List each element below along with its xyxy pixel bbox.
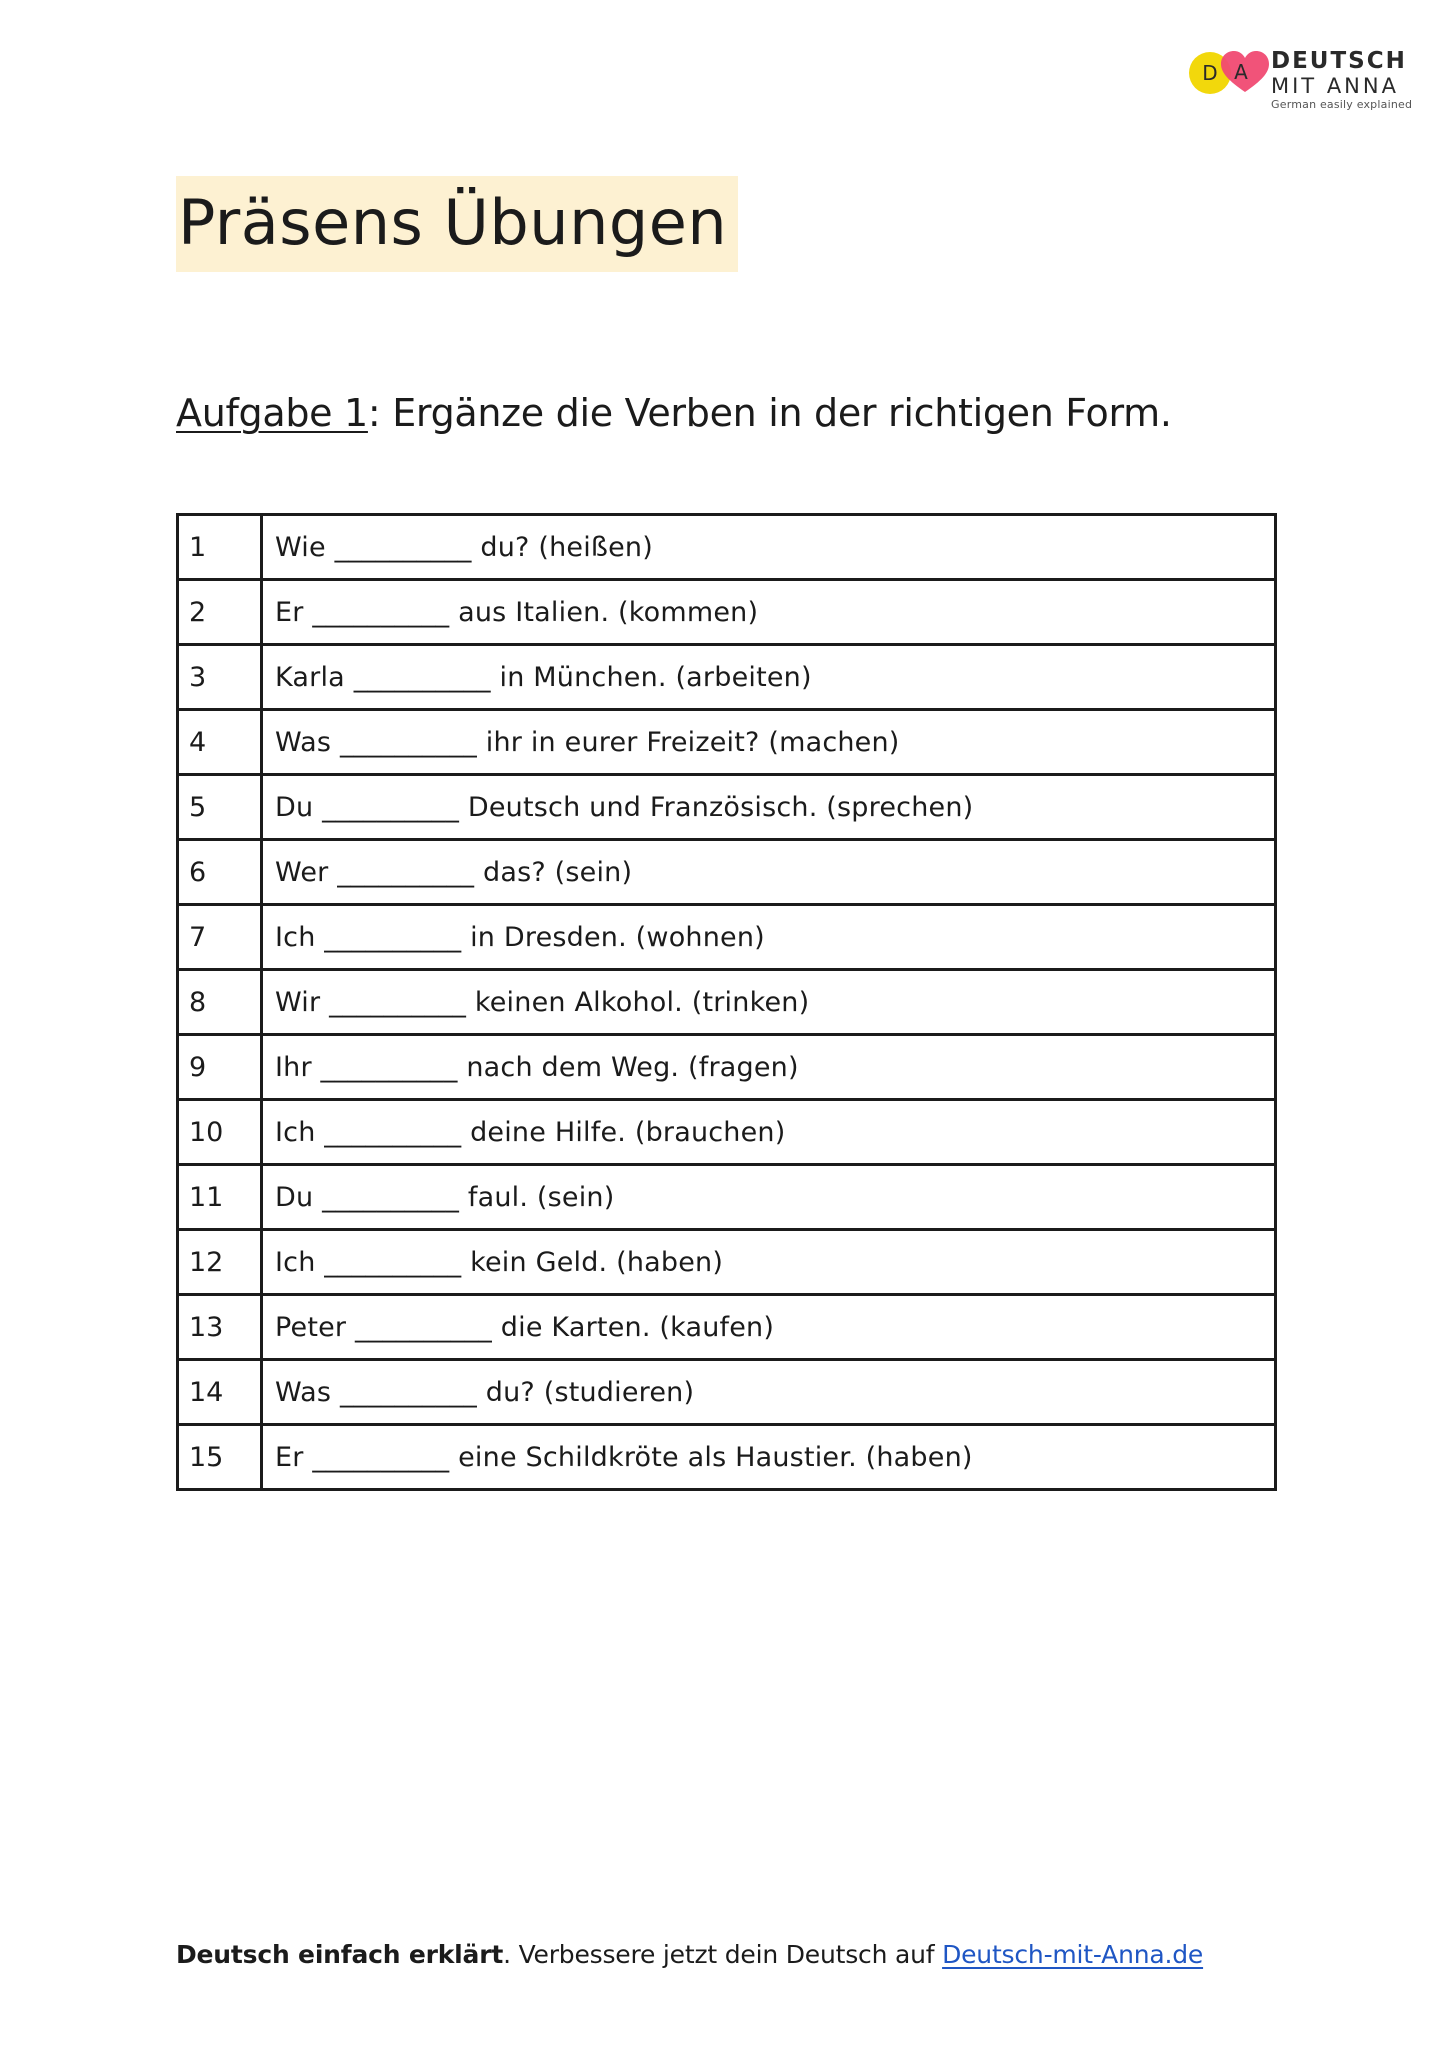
table-row	[178, 1035, 1276, 1100]
exercise-sentence: Wir __________ keinen Alkohol. (trinken)	[262, 970, 1276, 1035]
table-row	[178, 775, 1276, 840]
exercise-number: 13	[178, 1295, 262, 1360]
logo-line-2: MIT ANNA	[1271, 74, 1399, 98]
exercise-number: 15	[178, 1425, 262, 1490]
logo-mark-icon	[1185, 48, 1271, 98]
exercise-sentence: Ich __________ kein Geld. (haben)	[262, 1230, 1276, 1295]
table-row	[178, 580, 1276, 645]
exercise-sentence: Was __________ du? (studieren)	[262, 1360, 1276, 1425]
exercise-sentence: Er __________ eine Schildkröte als Haustier. (haben)	[262, 1425, 1276, 1490]
exercise-number: 2	[178, 580, 262, 645]
table-row	[178, 970, 1276, 1035]
table-row	[178, 1295, 1276, 1360]
exercise-number: 11	[178, 1165, 262, 1230]
exercise-sentence: Du __________ Deutsch und Französisch. (sprechen)	[262, 775, 1276, 840]
table-row	[178, 710, 1276, 775]
exercise-sentence: Peter __________ die Karten. (kaufen)	[262, 1295, 1276, 1360]
exercise-number: 14	[178, 1360, 262, 1425]
brand-logo	[1185, 48, 1415, 118]
exercise-number: 12	[178, 1230, 262, 1295]
footer-text: . Verbessere jetzt dein Deutsch auf	[503, 1940, 943, 1969]
logo-tagline: German easily explained	[1271, 98, 1413, 111]
logo-wordmark	[1271, 48, 1421, 112]
table-row	[178, 905, 1276, 970]
exercise-sentence: Was __________ ihr in eurer Freizeit? (machen)	[262, 710, 1276, 775]
exercise-number: 9	[178, 1035, 262, 1100]
exercise-number: 10	[178, 1100, 262, 1165]
exercise-number: 6	[178, 840, 262, 905]
task-heading	[176, 388, 1172, 438]
table-row	[178, 1360, 1276, 1425]
exercise-sentence: Karla __________ in München. (arbeiten)	[262, 645, 1276, 710]
table-row	[178, 1230, 1276, 1295]
logo-line-1: DEUTSCH	[1271, 48, 1407, 74]
exercise-sentence: Wer __________ das? (sein)	[262, 840, 1276, 905]
exercise-table-body	[178, 515, 1276, 1490]
exercise-sentence: Ihr __________ nach dem Weg. (fragen)	[262, 1035, 1276, 1100]
exercise-number: 3	[178, 645, 262, 710]
exercise-number: 7	[178, 905, 262, 970]
exercise-sentence: Ich __________ deine Hilfe. (brauchen)	[262, 1100, 1276, 1165]
table-row	[178, 840, 1276, 905]
footer	[176, 1938, 1203, 1972]
exercise-sentence: Er __________ aus Italien. (kommen)	[262, 580, 1276, 645]
exercise-sentence: Du __________ faul. (sein)	[262, 1165, 1276, 1230]
exercise-sentence: Wie __________ du? (heißen)	[262, 515, 1276, 580]
exercise-sentence: Ich __________ in Dresden. (wohnen)	[262, 905, 1276, 970]
logo-letter-d: D	[1202, 61, 1218, 85]
task-instruction: : Ergänze die Verben in der richtigen Form.	[367, 391, 1172, 435]
table-row	[178, 1165, 1276, 1230]
table-row	[178, 1425, 1276, 1490]
table-row	[178, 515, 1276, 580]
task-label: Aufgabe 1	[176, 391, 368, 435]
logo-letter-a: A	[1234, 60, 1248, 84]
exercise-number: 5	[178, 775, 262, 840]
table-row	[178, 645, 1276, 710]
table-row	[178, 1100, 1276, 1165]
page-title: Präsens Übungen	[178, 186, 728, 259]
exercise-number: 4	[178, 710, 262, 775]
exercise-number: 8	[178, 970, 262, 1035]
exercise-table	[176, 513, 1277, 1491]
footer-bold-text: Deutsch einfach erklärt	[176, 1940, 504, 1969]
footer-link[interactable]: Deutsch-mit-Anna.de	[942, 1940, 1204, 1969]
exercise-number: 1	[178, 515, 262, 580]
